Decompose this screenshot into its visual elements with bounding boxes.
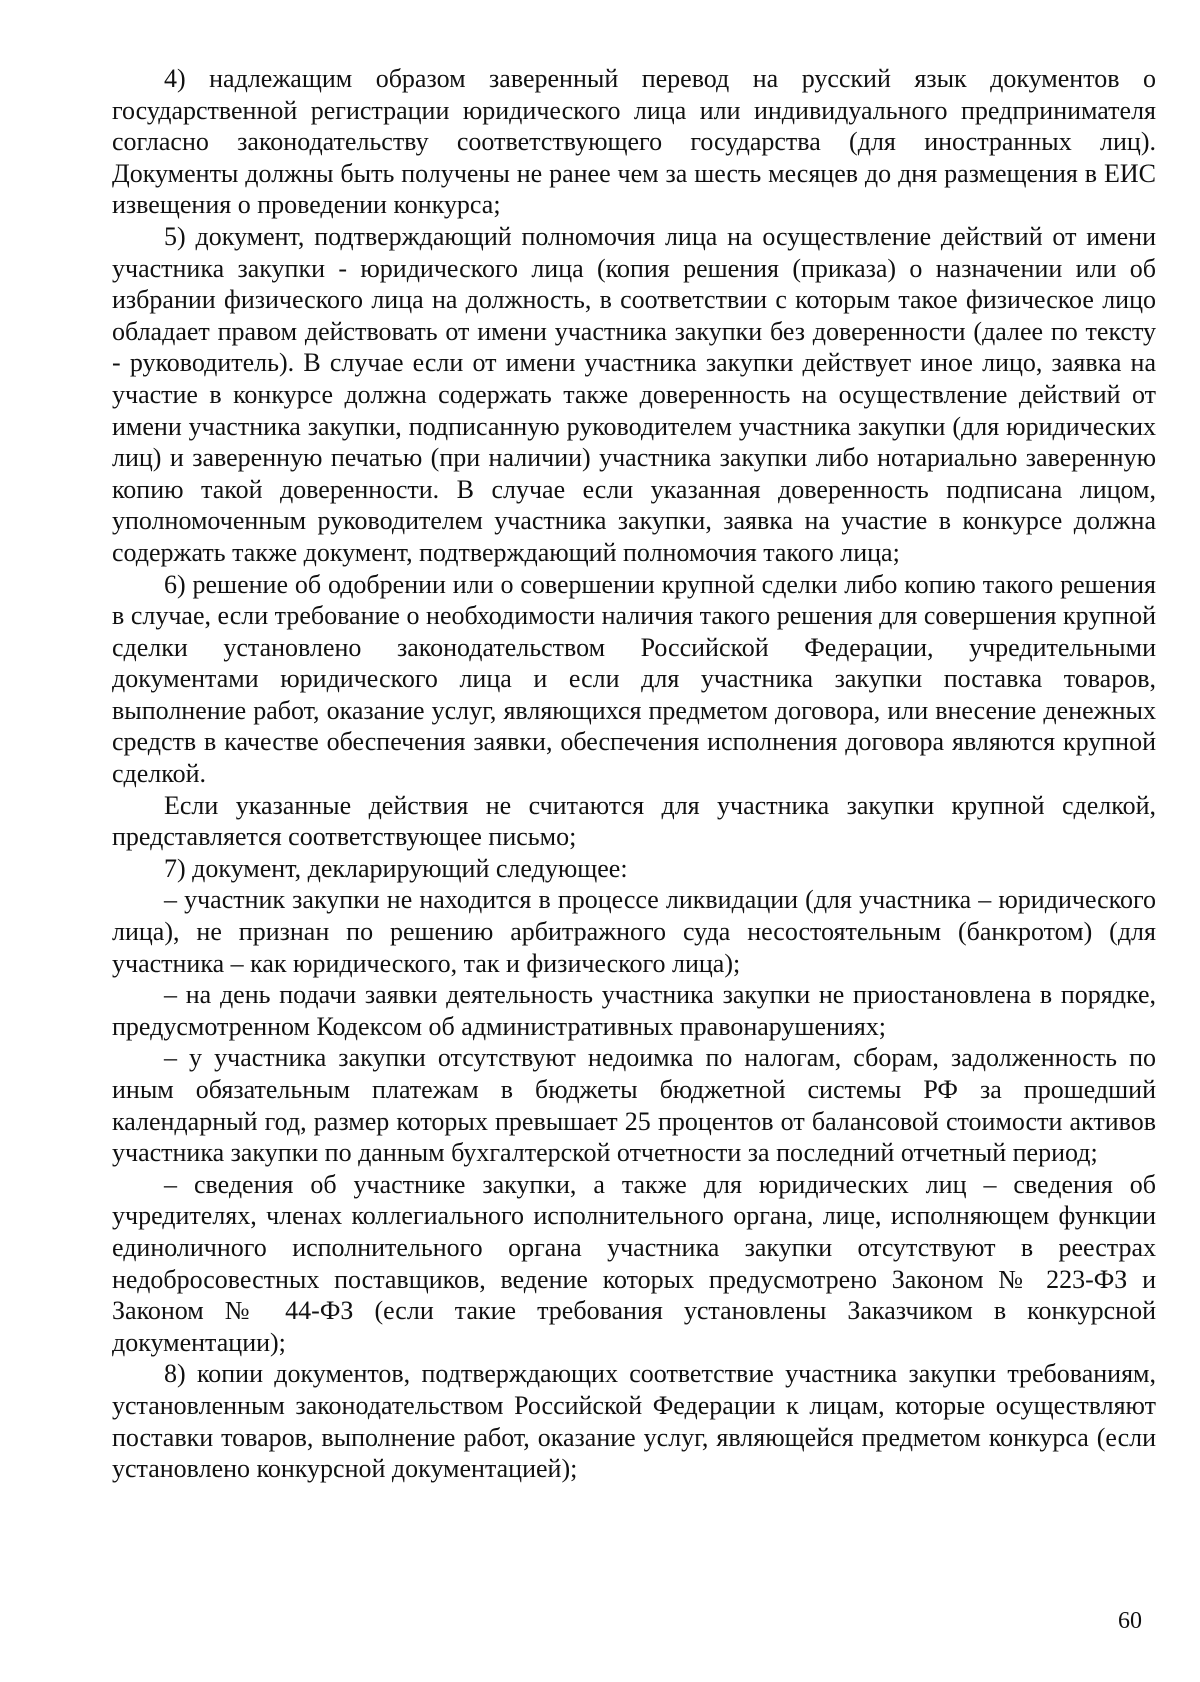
paragraph-item-6: 6) решение об одобрении или о совершении крупной сделки либо копию такого решения в случае, если требование о необходимости наличия такого решения для совершения крупной сделки установлено законодательством Российской Федерации, учредительными документами юридического лица и если для участника закупки поставка товаров, выполнение работ, оказание услуг, являющихся предметом договора, или внесение денежных средств в качестве обеспечения заявки, обеспечения исполнения договора являются крупной сделкой. — [112, 569, 1156, 789]
paragraph-declaration-registry: – сведения об участнике закупки, а также для юридических лиц – сведения об учредителях, членах коллегиального исполнительного органа, лице, исполняющем функции единоличного исполнительного органа участника закупки отсутствуют в реестрах недобросовестных поставщиков, ведение которых предусмотрено Законом № 223-ФЗ и Законом № 44-ФЗ (если такие требования установлены Заказчиком в конкурсной документации); — [112, 1169, 1156, 1357]
page-number: 60 — [1118, 1608, 1142, 1634]
paragraph-item-8: 8) копии документов, подтверждающих соответствие участника закупки требованиям, установленным законодательством Российской Федерации к лицам, которые осуществляют поставки товаров, выполнение работ, оказание услуг, являющейся предметом конкурса (если установлено конкурсной документацией); — [112, 1359, 1156, 1484]
paragraph-declaration-arrears: – у участника закупки отсутствуют недоимка по налогам, сборам, задолженность по иным обязательным платежам в бюджеты бюджетной системы РФ за прошедший календарный год, размер которых превышает 25 процентов от балансовой стоимости активов участника закупки по данным бухгалтерской отчетности за последний отчетный период; — [112, 1043, 1156, 1168]
paragraph-item-5: 5) документ, подтверждающий полномочия лица на осуществление действий от имени участника закупки - юридического лица (копия решения (приказа) о назначении или об избрании физического лица на должность, в соответствии с которым такое физическое лицо обладает правом действовать от имени участника закупки без доверенности (далее по тексту - руководитель). В случае если от имени участника закупки действует иное лицо, заявка на участие в конкурсе должна содержать также доверенность на осуществление действий от имени участника закупки, подписанную руководителем участника закупки (для юридических лиц) и заверенную печатью (при наличии) участника закупки либо нотариально заверенную копию такой доверенности. В случае если указанная доверенность подписана лицом, уполномоченным руководителем участника закупки, заявка на участие в конкурсе должна содержать также документ, подтверждающий полномочия такого лица; — [112, 221, 1156, 567]
paragraph-item-7: 7) документ, декларирующий следующее: — [164, 853, 628, 883]
paragraph-item-4: 4) надлежащим образом заверенный перевод на русский язык документов о государственной регистрации юридического лица или индивидуального предпринимателя согласно законодательству соответствующего государства (для иностранных лиц). Документы должны быть получены не ранее чем за шесть месяцев до дня размещения в ЕИС извещения о проведении конкурса; — [112, 64, 1156, 220]
paragraph-large-deal-note: Если указанные действия не считаются для участника закупки крупной сделкой, представляется соответствующее письмо; — [112, 790, 1156, 852]
paragraph-declaration-suspension: – на день подачи заявки деятельность участника закупки не приостановлена в порядке, предусмотренном Кодексом об административных правонарушениях; — [112, 980, 1156, 1041]
document-body — [112, 63, 1156, 1485]
paragraph-declaration-liquidation: – участник закупки не находится в процессе ликвидации (для участника – юридического лица), не признан по решению арбитражного суда несостоятельным (банкротом) (для участника – как юридического, так и физического лица); — [112, 885, 1156, 978]
